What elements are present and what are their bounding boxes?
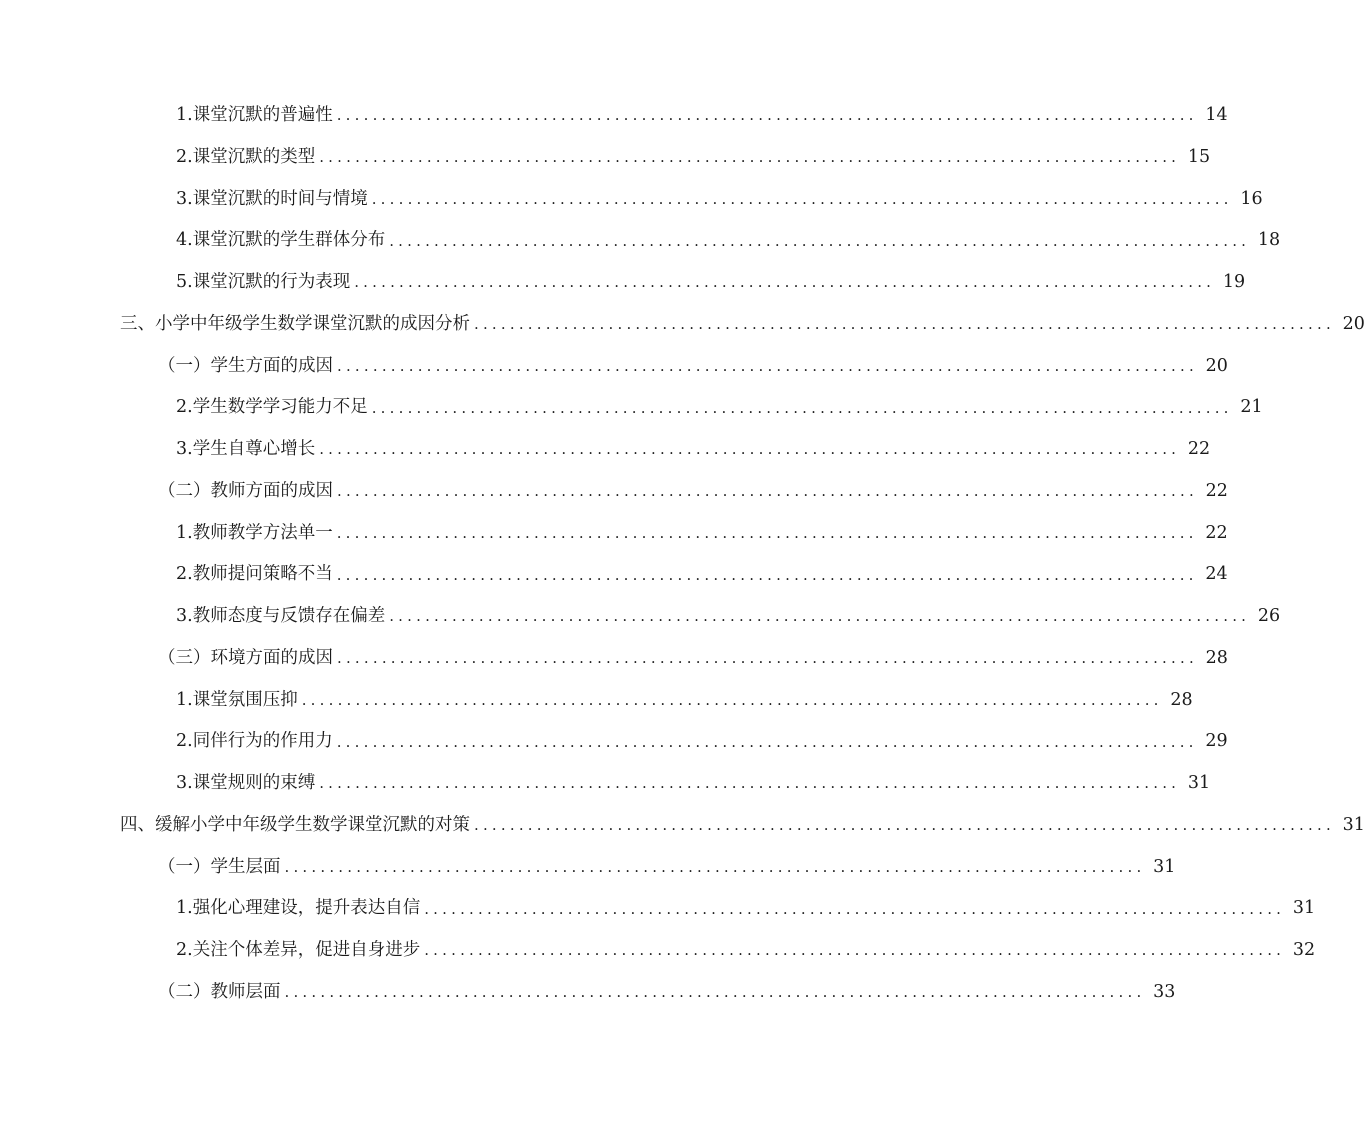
toc-entry[interactable] [0, 262, 1246, 304]
toc-entry[interactable] [0, 596, 1281, 638]
toc-leader-dots: ................................................................................................ [336, 106, 1198, 125]
toc-page-number: 31 [1153, 856, 1176, 877]
toc-entry-title: （一）学生层面 [158, 859, 285, 877]
toc-entry-title: 2.课堂沉默的类型 [176, 149, 319, 167]
toc-page-number: 20 [1342, 313, 1365, 334]
toc-leader-dots: ................................................................................................ [319, 440, 1181, 459]
toc-entry-title: 3.教师态度与反馈存在偏差 [176, 608, 389, 626]
toc-entry-title: 1.课堂氛围压抑 [176, 692, 302, 710]
toc-entry[interactable] [0, 387, 1263, 429]
toc-entry[interactable] [0, 805, 1365, 847]
toc-entry-title: 三、小学中年级学生数学课堂沉默的成因分析 [120, 316, 474, 334]
toc-entry-title: 3.课堂规则的束缚 [176, 775, 319, 793]
toc-leader-dots: ................................................................................................ [319, 148, 1181, 167]
toc-entry-title: 四、缓解小学中年级学生数学课堂沉默的对策 [120, 817, 474, 835]
toc-leader-dots: ................................................................................................ [354, 273, 1216, 292]
toc-page-number: 21 [1240, 397, 1263, 418]
toc-entry-title: 2.同伴行为的作用力 [176, 733, 337, 751]
toc-entry[interactable] [0, 429, 1211, 471]
toc-entry-title: 1.课堂沉默的普遍性 [176, 107, 337, 125]
toc-leader-dots: ................................................................................................ [337, 356, 1198, 375]
toc-entry[interactable] [0, 721, 1228, 763]
toc-entry-title: 1.强化心理建设，提升表达自信 [176, 900, 424, 918]
toc-page-number: 16 [1240, 188, 1263, 209]
toc-leader-dots: ................................................................................................ [284, 983, 1146, 1002]
toc-page-number: 22 [1187, 439, 1211, 460]
toc-leader-dots: ................................................................................................ [371, 398, 1233, 417]
toc-leader-dots: ................................................................................................ [389, 607, 1251, 626]
toc-entry-title: 2.关注个体差异，促进自身进步 [176, 942, 424, 960]
toc-entry[interactable] [0, 220, 1281, 262]
toc-leader-dots: ................................................................................................ [336, 732, 1198, 751]
toc-entry-title: 1.教师教学方法单一 [176, 525, 337, 543]
toc-entry[interactable] [0, 763, 1211, 805]
toc-leader-dots: ................................................................................................ [301, 690, 1163, 709]
toc-page-number: 32 [1292, 940, 1316, 961]
toc-entry-title: 3.课堂沉默的时间与情境 [176, 191, 372, 209]
toc-entry[interactable] [0, 972, 1176, 1014]
toc-entry-title: （二）教师层面 [158, 984, 285, 1002]
toc-leader-dots: ................................................................................................ [424, 899, 1286, 918]
toc-entry[interactable] [0, 847, 1176, 889]
toc-leader-dots: ................................................................................................ [389, 231, 1251, 250]
toc-entry[interactable] [0, 304, 1365, 346]
table-of-contents [0, 95, 1365, 1014]
toc-entry-title: （三）环境方面的成因 [158, 650, 337, 668]
toc-entry[interactable] [0, 554, 1228, 596]
toc-entry[interactable] [0, 95, 1228, 137]
toc-leader-dots: ................................................................................................ [319, 774, 1181, 793]
toc-leader-dots: ................................................................................................ [424, 941, 1286, 960]
toc-leader-dots: ................................................................................................ [337, 482, 1198, 501]
toc-leader-dots: ................................................................................................ [284, 857, 1146, 876]
toc-page-number: 15 [1187, 146, 1211, 167]
toc-leader-dots: ................................................................................................ [336, 565, 1198, 584]
toc-leader-dots: ................................................................................................ [336, 523, 1198, 542]
toc-page-number: 20 [1205, 355, 1228, 376]
toc-page-number: 28 [1170, 689, 1193, 710]
toc-entry-title: （二）教师方面的成因 [158, 483, 337, 501]
toc-page-number: 31 [1342, 814, 1365, 835]
toc-entry[interactable] [0, 471, 1228, 513]
toc-page-number: 33 [1153, 981, 1176, 1002]
toc-leader-dots: ................................................................................................ [474, 315, 1335, 334]
toc-entry[interactable] [0, 137, 1211, 179]
toc-entry-title: （一）学生方面的成因 [158, 358, 337, 376]
toc-entry[interactable] [0, 930, 1316, 972]
toc-entry-title: 5.课堂沉默的行为表现 [176, 274, 354, 292]
toc-page-number: 22 [1205, 480, 1228, 501]
toc-page-number: 18 [1257, 230, 1281, 251]
toc-entry-title: 2.教师提问策略不当 [176, 566, 337, 584]
toc-entry[interactable] [0, 513, 1228, 555]
toc-page-number: 24 [1205, 564, 1228, 585]
toc-page-number: 14 [1205, 105, 1228, 126]
toc-entry[interactable] [0, 680, 1193, 722]
toc-page-number: 31 [1292, 898, 1316, 919]
toc-entry[interactable] [0, 179, 1263, 221]
toc-leader-dots: ................................................................................................ [474, 816, 1335, 835]
toc-page-number: 22 [1205, 522, 1228, 543]
toc-entry[interactable] [0, 346, 1228, 388]
toc-leader-dots: ................................................................................................ [371, 189, 1233, 208]
toc-page-number: 28 [1205, 647, 1228, 668]
toc-entry[interactable] [0, 888, 1316, 930]
toc-entry[interactable] [0, 638, 1228, 680]
toc-page-number: 29 [1205, 731, 1228, 752]
toc-entry-title: 4.课堂沉默的学生群体分布 [176, 232, 389, 250]
toc-page-number: 19 [1222, 272, 1246, 293]
toc-page-number: 26 [1257, 606, 1281, 627]
toc-leader-dots: ................................................................................................ [337, 649, 1198, 668]
toc-page-number: 31 [1187, 773, 1211, 794]
toc-entry-title: 2.学生数学学习能力不足 [176, 399, 372, 417]
toc-entry-title: 3.学生自尊心增长 [176, 441, 319, 459]
